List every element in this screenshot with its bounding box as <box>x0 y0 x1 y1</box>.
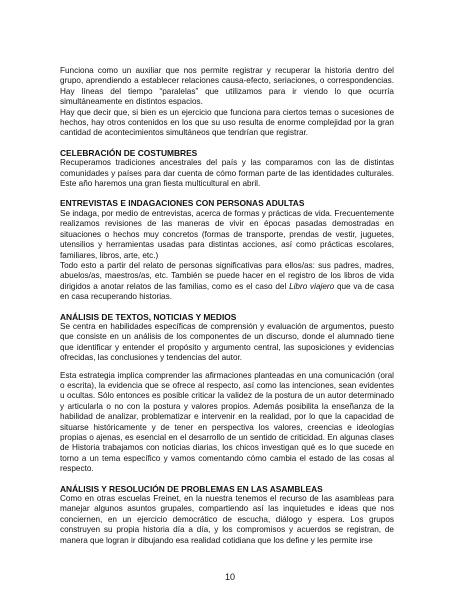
analisis-paragraph-2: Esta estrategia implica comprender las afirmaciones planteadas en una comunicación (oral o escrita), la evidencia que se ofrece al respecto, así como las intenciones, sean evidentes u ocultas. Sólo entonces es posible criticar la validez de la postura de un autor determinado y articularla o no con la postura y valores propios. Además posibilita la enseñanza de la habilidad de analizar, problematizar e intervenir en la realidad, por lo que la capacidad de situarse históricamente y de tener en perspectiva los valores, creencias e ideologías propias o ajenas, es esencial en el desarrollo de un sentido de criticidad. En algunas clases de Historia trabajamos con noticias diarias, los chicos investigan qué es lo que sucede en torno a un tema específico y vamos comentando cómo cambia el estado de las cosas al respecto. <box>60 370 394 474</box>
libro-viajero-italic: Libro viajero <box>289 281 335 291</box>
entrevistas-paragraph-1: Se indaga, por medio de entrevistas, acerca de formas y prácticas de vida. Frecuentemente realizamos revisiones de las maneras de vivir en épocas pasadas demostradas en situaciones o hechos muy concretos (formas de transporte, prendas de vestir, juguetes, utensilios y herramientas usadas para distintas acciones, así como prácticas escolares, familiares, libros, arte, etc.) <box>60 208 394 260</box>
entrevistas-paragraph-2 <box>60 261 394 303</box>
analisis-paragraph-1: Se centra en habilidades específicas de comprensión y evaluación de argumentos, puesto que consiste en un análisis de los componentes de un discurso, donde el alumnado tiene que identificar y entender el propósito y argumento central, las suposiciones y evidencias ofrecidas, las conclusiones y tendencias del autor. <box>60 321 394 363</box>
costumbres-paragraph-1: Recuperamos tradiciones ancestrales del país y las comparamos con las de distintas comunidades y países para dar cuenta de cómo forman parte de las identidades culturales. Este año haremos una gran fiesta multicultural en abril. <box>60 158 394 189</box>
heading-analisis: ANÁLISIS DE TEXTOS, NOTICIAS Y MEDIOS <box>60 311 237 322</box>
entrevistas-p2-text-end: que va de casa en casa recuperando historias. <box>60 281 394 302</box>
heading-asambleas: ANÁLISIS Y RESOLUCIÓN DE PROBLEMAS EN LAS ASAMBLEAS <box>60 483 323 494</box>
heading-costumbres: CELEBRACIÓN DE COSTUMBRES <box>60 147 198 158</box>
page-body <box>60 66 394 546</box>
intro-paragraph-2: Hay que decir que, si bien es un ejercicio que funciona para ciertos temas o sucesiones de hechos, hay otros contenidos en los que su uso resulta de enorme complejidad por la gran cantidad de acontecimientos simultáneos que tendrían que registrar. <box>60 107 394 138</box>
asambleas-paragraph-1: Como en otras escuelas Freinet, en la nuestra tenemos el recurso de las asambleas para manejar algunos asuntos grupales, compartiendo así las inquietudes e ideas que nos conciernen, en un ejercicio democrático de escucha, diálogo y espera. Los grupos construyen su propia historia día a día, y los compromisos y acuerdos se registran, de manera que logran ir dibujando esa realidad cotidiana que los define y les permite irse <box>60 494 394 545</box>
heading-entrevistas: ENTREVISTAS E INDAGACIONES CON PERSONAS ADULTAS <box>60 198 305 209</box>
page-number: 10 <box>224 572 235 582</box>
intro-paragraph-1: Funciona como un auxiliar que nos permite registrar y recuperar la historia dentro del grupo, aprendiendo a establecer relaciones causa-efecto, seriaciones, o correspondencias. Hay líneas del tiempo “paralelas” que utilizamos para ir viendo lo que ocurría simultáneamente en distintos espacios. <box>60 66 394 107</box>
entrevistas-p2-text-start: Todo esto a partir del relato de personas significativas para ellos/as: sus padres, madres, abuelos/as, maestros/as, etc. También se puede hacer en el registro de los libros de vida dirigidos a anotar relatos de las familias, como es el caso del <box>60 260 394 291</box>
